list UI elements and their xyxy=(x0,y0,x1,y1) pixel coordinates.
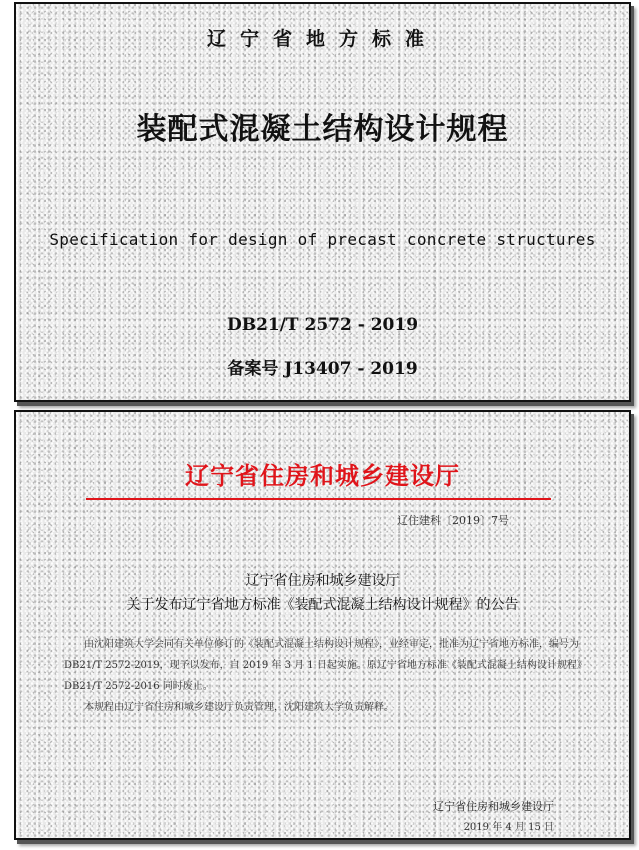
standard-org: 辽宁省地方标准 xyxy=(206,28,438,50)
document-number: 辽住建科〔2019〕7号 xyxy=(397,514,509,527)
standard-cover xyxy=(14,2,631,402)
notice-issuer: 辽宁省住房和城乡建设厅 xyxy=(245,573,400,589)
notice-paragraph: 由沈阳建筑大学会同有关单位修订的《装配式混凝土结构设计规程》，业经审定，批准为辽宁省地方标准，编号为DB21/T 2572-2019，现予以发布，自 2019 年 3 月 1 日起实施。原辽宁省地方标准《装配式混凝土结构设计规程》DB21/T 2572-2016 同时废止。 xyxy=(64,639,587,692)
signature-department: 辽宁省住房和城乡建设厅 xyxy=(433,800,554,813)
record-number: 备案号 J13407 - 2019 xyxy=(227,359,418,379)
notice-paragraph: 本规程由辽宁省住房和城乡建设厅负责管理，沈阳建筑大学负责解释。 xyxy=(84,702,394,713)
standard-title-cn: 装配式混凝土结构设计规程 xyxy=(136,112,509,147)
standard-title-en: Specification for design of precast concrete structures xyxy=(49,230,596,249)
signature-date: 2019 年 4 月 15 日 xyxy=(463,822,554,833)
standard-code: DB21/T 2572 - 2019 xyxy=(226,315,419,335)
header-divider xyxy=(86,498,551,500)
department-header: 辽宁省住房和城乡建设厅 xyxy=(185,462,460,490)
notice-body xyxy=(64,634,592,718)
announcement-notice xyxy=(14,410,631,840)
notice-title: 关于发布辽宁省地方标准《装配式混凝土结构设计规程》的公告 xyxy=(126,597,519,613)
